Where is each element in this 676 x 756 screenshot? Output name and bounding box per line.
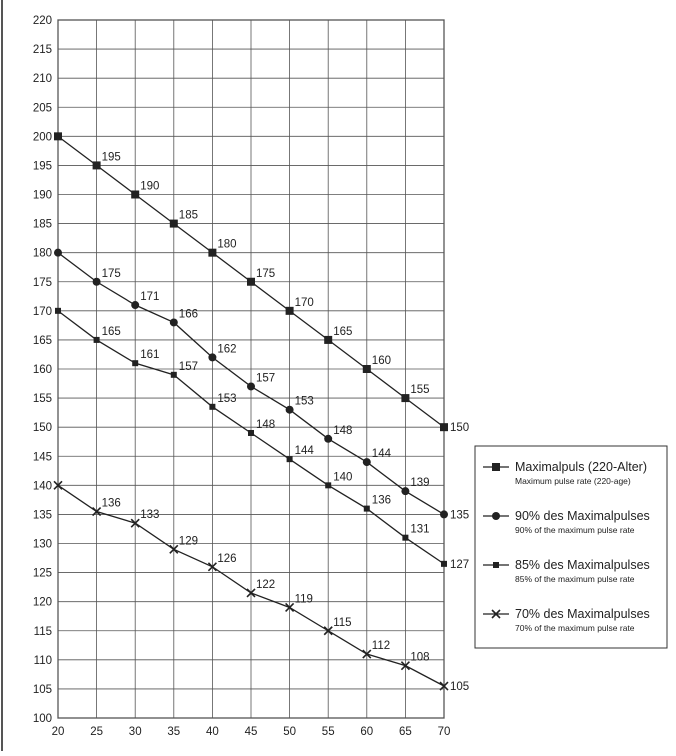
data-label: 139	[410, 477, 430, 490]
data-point	[287, 456, 293, 462]
data-point	[401, 394, 409, 402]
data-label: 175	[101, 267, 121, 280]
y-tick-label: 155	[32, 393, 52, 406]
data-label: 131	[410, 523, 430, 536]
data-point	[170, 318, 178, 326]
x-tick-label: 35	[167, 726, 181, 738]
legend-sublabel: 90% of the maximum pulse rate	[515, 525, 635, 535]
data-label: 157	[256, 372, 276, 385]
legend-label: 70% des Maximalpulses	[515, 607, 650, 621]
x-tick-label: 20	[51, 726, 65, 738]
legend-label: 85% des Maximalpulses	[515, 558, 650, 572]
x-tick-label: 60	[360, 726, 374, 738]
y-tick-label: 200	[32, 131, 52, 144]
data-point	[401, 487, 409, 495]
y-tick-label: 215	[32, 44, 52, 57]
y-tick-label: 190	[32, 189, 52, 202]
x-tick-label: 55	[321, 726, 335, 738]
data-point	[324, 435, 332, 443]
data-point	[54, 249, 62, 257]
y-tick-label: 110	[33, 654, 52, 667]
data-label: 166	[178, 308, 198, 321]
data-label: 112	[371, 640, 391, 653]
legend-sublabel: 70% of the maximum pulse rate	[515, 623, 635, 633]
legend-sublabel: 85% of the maximum pulse rate	[515, 574, 635, 584]
data-point	[131, 301, 139, 309]
data-point	[363, 458, 371, 466]
data-point	[247, 382, 255, 390]
data-label: 105	[450, 681, 470, 694]
data-point	[364, 506, 370, 512]
data-point	[94, 337, 100, 343]
data-label: 144	[294, 445, 314, 458]
data-point	[131, 191, 139, 199]
data-label: 153	[294, 395, 314, 408]
legend-label: Maximalpuls (220-Alter)	[515, 460, 647, 474]
data-label: 148	[333, 424, 353, 437]
x-tick-label: 65	[399, 726, 412, 738]
data-label: 171	[140, 291, 160, 304]
data-label: 162	[217, 343, 237, 356]
data-label: 160	[371, 355, 391, 367]
legend-marker	[492, 463, 500, 471]
data-point	[93, 161, 101, 169]
y-tick-label: 125	[32, 567, 52, 580]
data-point	[209, 404, 215, 410]
data-point	[286, 406, 294, 414]
data-label: 190	[140, 180, 160, 193]
data-label: 140	[333, 471, 353, 484]
data-point	[93, 278, 101, 286]
y-tick-label: 100	[32, 713, 52, 725]
legend-marker	[492, 512, 500, 520]
x-tick-label: 70	[437, 726, 451, 738]
data-point	[440, 423, 448, 431]
data-label: 148	[256, 418, 276, 431]
x-tick-label: 25	[90, 726, 103, 738]
y-tick-label: 195	[32, 160, 52, 173]
legend-marker	[493, 562, 499, 568]
legend-sublabel: Maximum pulse rate (220-age)	[515, 476, 631, 486]
y-tick-label: 145	[32, 451, 52, 464]
y-tick-label: 170	[32, 305, 52, 318]
y-tick-label: 205	[32, 102, 52, 115]
y-tick-label: 135	[32, 509, 52, 522]
data-label: 185	[178, 209, 198, 222]
y-tick-label: 185	[32, 218, 52, 231]
data-point	[54, 132, 62, 140]
data-label: 161	[140, 349, 160, 362]
y-tick-label: 120	[32, 596, 52, 609]
y-tick-label: 160	[32, 364, 52, 376]
y-tick-label: 165	[32, 334, 52, 347]
data-label: 136	[101, 497, 121, 510]
y-tick-label: 140	[32, 480, 52, 493]
data-label: 165	[333, 325, 353, 338]
data-point	[402, 535, 408, 541]
y-tick-label: 175	[32, 276, 52, 289]
data-point	[440, 510, 448, 518]
data-point	[325, 482, 331, 488]
y-tick-label: 115	[33, 625, 52, 638]
data-point	[55, 308, 61, 314]
data-label: 195	[101, 151, 121, 164]
data-point	[247, 278, 255, 286]
data-label: 119	[294, 593, 313, 606]
y-tick-label: 105	[32, 683, 52, 696]
data-label: 115	[333, 616, 352, 629]
data-label: 129	[178, 535, 198, 548]
data-label: 144	[371, 448, 391, 461]
legend-label: 90% des Maximalpulses	[515, 509, 650, 523]
data-label: 175	[256, 267, 276, 280]
data-label: 180	[217, 238, 237, 251]
data-label: 127	[450, 558, 470, 571]
data-label: 136	[371, 494, 391, 507]
y-tick-label: 210	[32, 73, 52, 86]
y-tick-label: 180	[32, 247, 52, 260]
data-label: 157	[178, 360, 198, 373]
y-tick-label: 130	[32, 538, 52, 551]
data-label: 155	[410, 384, 430, 397]
y-tick-label: 220	[32, 15, 52, 27]
data-point	[171, 372, 177, 378]
y-tick-label: 150	[32, 422, 52, 435]
data-point	[208, 353, 216, 361]
data-point	[208, 249, 216, 257]
x-tick-label: 40	[206, 726, 219, 738]
data-label: 170	[294, 296, 314, 309]
x-tick-label: 45	[244, 726, 258, 738]
data-point	[248, 430, 254, 436]
data-label: 165	[101, 325, 121, 338]
data-point	[441, 561, 447, 567]
data-point	[286, 307, 294, 315]
data-label: 108	[410, 651, 430, 664]
x-tick-label: 30	[128, 726, 142, 738]
data-point	[324, 336, 332, 344]
data-point	[363, 365, 371, 373]
data-label: 122	[256, 578, 276, 591]
data-label: 126	[217, 552, 237, 565]
data-label: 133	[140, 509, 160, 522]
data-point	[132, 360, 138, 366]
data-label: 135	[450, 509, 470, 522]
data-label: 153	[217, 392, 237, 405]
data-label: 150	[450, 422, 470, 435]
data-point	[170, 220, 178, 228]
x-tick-label: 50	[283, 726, 296, 738]
